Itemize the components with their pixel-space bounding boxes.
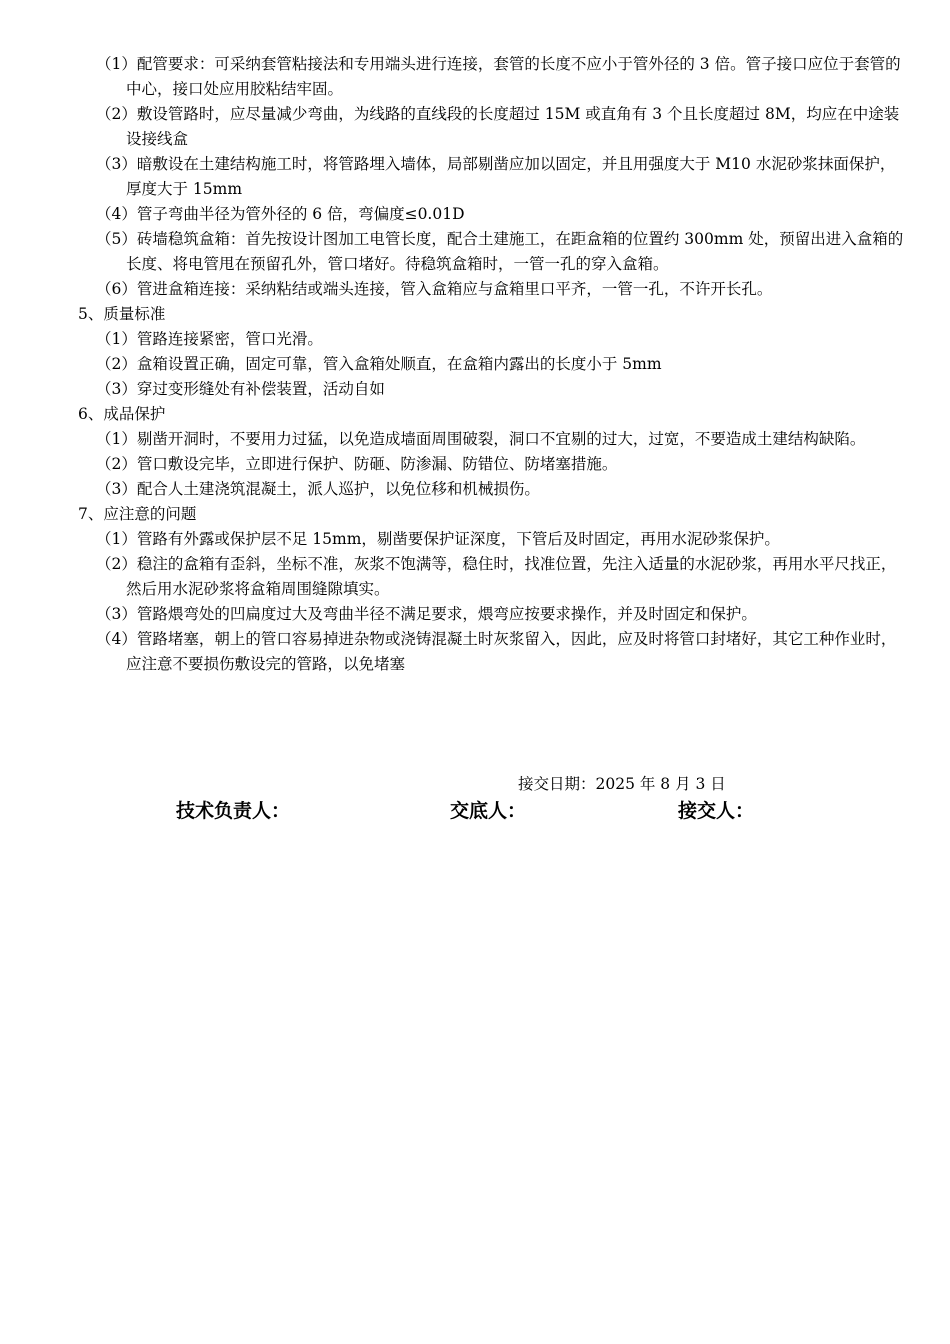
list-item: （3）暗敷设在土建结构施工时，将管路埋入墙体，局部剔凿应加以固定，并且用强度大于 M10 水泥砂浆抹面保护，厚度大于 15mm	[96, 155, 896, 198]
list-item: （5）砖墙稳筑盒箱：首先按设计图加工电管长度，配合土建施工，在距盒箱的位置约 300mm 处，预留出进入盒箱的长度、将电管甩在预留孔外，管口堵好。待稳筑盒箱时，一管一孔的穿入盒箱。	[96, 230, 904, 273]
list-item: （2）敷设管路时，应尽量减少弯曲，为线路的直线段的长度超过 15M 或直角有 3 个且长度超过 8M，均应在中途装设接线盒	[96, 105, 900, 148]
list-item: （4）管子弯曲半径为管外径的 6 倍，弯偏度≤0.01D	[96, 205, 465, 223]
presenter-signature-label: 交底人：	[450, 800, 527, 822]
section-heading: 6、成品保护	[78, 405, 166, 423]
list-item: （2）稳注的盒箱有歪斜，坐标不准，灰浆不饱满等，稳住时，找准位置，先注入适量的水泥砂浆，再用水平尺找正，然后用水泥砂浆将盒箱周围缝隙填实。	[96, 555, 897, 598]
section-heading: 5、质量标准	[78, 305, 166, 323]
document-body	[78, 52, 908, 677]
list-item: （2）盒箱设置正确，固定可靠，管入盒箱处顺直，在盒箱内露出的长度小于 5mm	[96, 355, 662, 373]
list-item: （3）穿过变形缝处有补偿装置，活动自如	[96, 380, 385, 398]
receiver-signature-label: 接交人：	[678, 800, 755, 822]
list-item: （1）管路有外露或保护层不足 15mm，剔凿要保护证深度，下管后及时固定，再用水泥砂浆保护。	[96, 530, 780, 548]
list-item: （4）管路堵塞，朝上的管口容易掉进杂物或浇铸混凝土时灰浆留入，因此，应及时将管口封堵好，其它工种作业时，应注意不要损伤敷设完的管路，以免堵塞	[96, 630, 897, 673]
list-item: （1）管路连接紧密，管口光滑。	[96, 330, 323, 348]
list-item: （2）管口敷设完毕，立即进行保护、防砸、防渗漏、防错位、防堵塞措施。	[96, 455, 618, 473]
list-item: （3）管路煨弯处的凹扁度过大及弯曲半径不满足要求，煨弯应按要求操作，并及时固定和保护。	[96, 605, 757, 623]
list-item: （1）配管要求：可采纳套管粘接法和专用端头进行连接，套管的长度不应小于管外径的 3 倍。管子接口应位于套管的中心，接口处应用胶粘结牢固。	[96, 55, 901, 98]
signature-row	[0, 797, 950, 827]
list-item: （6）管进盒箱连接：采纳粘结或端头连接，管入盒箱应与盒箱里口平齐，一管一孔，不许开长孔。	[96, 280, 773, 298]
section-heading: 7、应注意的问题	[78, 505, 197, 523]
list-item: （3）配合人土建浇筑混凝土，派人巡护，以免位移和机械损伤。	[96, 480, 540, 498]
tech-lead-signature-label: 技术负责人：	[176, 800, 291, 822]
list-item: （1）剔凿开洞时，不要用力过猛，以免造成墙面周围破裂，洞口不宜剔的过大，过宽，不要造成土建结构缺陷。	[96, 430, 866, 448]
handover-date: 接交日期：2025 年 8 月 3 日	[518, 775, 726, 793]
